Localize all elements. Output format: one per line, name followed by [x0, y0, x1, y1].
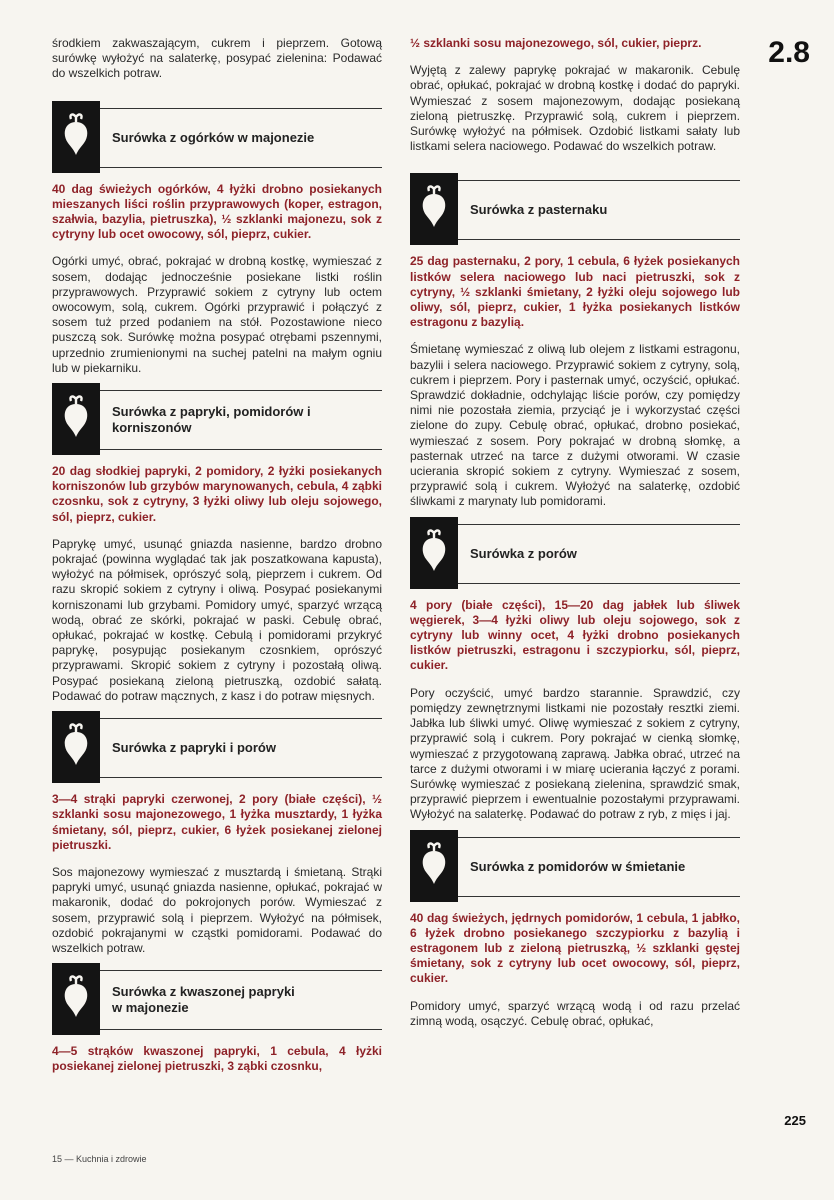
- recipe-ingredients: 4—5 strąków kwaszonej papryki, 1 cebula, 4 łyżki posiekanej zielonej pietruszki, 3 ząbki czosnku,: [52, 1044, 382, 1074]
- recipe-ingredients: 3—4 strąki papryki czerwonej, 2 pory (białe części), ½ szklanki sosu majonezowego, 1 łyżka musztardy, 1 łyżka śmietany, sól, pieprz, cukier, 6 łyżek posiekanej zielonej pietruszki.: [52, 792, 382, 852]
- recipe-method: Sos majonezowy wymieszać z musztardą i śmietaną. Strąki papryki umyć, usunąć gniazda nasienne, opłukać, pokrajać w makaronik, dodać do pokrojonych porów. Wymieszać z sosem, przyprawić solą i pieprzem. Wyłożyć na półmisek, ozdobić pokrajanymi w cząstki pomidorami. Podawać do wszelkich potraw.: [52, 864, 382, 955]
- recipe-header: [410, 837, 740, 897]
- recipe-title: Surówka z papryki i porów: [112, 740, 276, 756]
- turnip-icon: [52, 963, 100, 1035]
- recipe-title: Surówka z ogórków w majonezie: [112, 129, 315, 145]
- recipe-header: [52, 390, 382, 450]
- recipe-ingredients: 25 dag pasternaku, 2 pory, 1 cebula, 6 łyżek posiekanych listków selera naciowego lub naci pietruszki, sok z cytryny, ½ szklanki śmietany, 2 łyżki oleju sojowego lub oliwy, sól, pieprz, cukier, 1 łyżka posiekanych listków estragonu z bazylią.: [410, 254, 740, 330]
- recipe-title: Surówka z papryki, pomidorów i korniszonów: [112, 404, 311, 436]
- intro-method: Wyjętą z zalewy paprykę pokrajać w makaronik. Cebulę obrać, opłukać, pokrajać w drobną kostkę i dodać do papryki. Wymieszać z sosem majonezowym, dodając posiekaną zieloną pietruszkę. Przyprawić solą, cukrem i pieprzem. Surówkę wyłożyć na półmisek. Ozdobić listkami sałaty lub listkami selera naciowego. Podawać do wszelkich potraw.: [410, 63, 740, 154]
- recipe-ingredients: 40 dag świeżych ogórków, 4 łyżki drobno posiekanych mieszanych liści roślin przyprawowych (koper, estragon, szałwia, bazylia, pietruszka), ½ szklanki majonezu, sok z cytryny lub ocet owocowy, sól, pieprz, cukier.: [52, 181, 382, 242]
- recipe-method: Paprykę umyć, usunąć gniazda nasienne, bardzo drobno pokrajać (powinna wyglądać tak jak poszatkowana kapusta), wyłożyć na półmisek, oprószyć solą, pieprzem i cukrem. Od razu skropić sokiem z cytryny i oliwą. Posypać posiekanymi korniszonami lub grzybami. Pomidory umyć, sparzyć wrzącą wodą, obrać ze skórki, pokrajać w paski. Cebulę obrać, opłukać, pokrajać w kostkę. Cebulą i pomidorami przykryć paprykę, posypując posiekanym czosnkiem, oprószyć przyprawami. Skropić sokiem z cytryny i pozostałą oliwą. Posypać posiekaną zieloną pietruszką, ozdobić sałatą. Podawać do potraw mącznych, z kasz i do potraw mięsnych.: [52, 536, 382, 703]
- turnip-icon: [52, 383, 100, 455]
- recipe-title: Surówka z kwaszonej papryki w majonezie: [112, 984, 295, 1016]
- page-number: 225: [784, 1113, 806, 1128]
- recipe-method: Pomidory umyć, sparzyć wrzącą wodą i od razu przelać zimną wodą, osączyć. Cebulę obrać, opłukać,: [410, 998, 740, 1028]
- recipe-header: [410, 180, 740, 240]
- recipe-ingredients: 4 pory (białe części), 15—20 dag jabłek lub śliwek węgierek, 3—4 łyżki oliwy lub oleju sojowego, sok z cytryny lub winny ocet, 4 łyżki drobno posiekanych listków pietruszki, estragonu i szczypiorku, sól, pieprz, cukier.: [410, 597, 740, 673]
- section-number: 2.8: [768, 36, 810, 69]
- intro-text: środkiem zakwaszającym, cukrem i pieprzem. Gotową surówkę wyłożyć na salaterkę, posypać zielenina: Podawać do wszelkich potraw.: [52, 36, 382, 81]
- recipe-title: Surówka z porów: [470, 545, 577, 561]
- left-column: [52, 36, 382, 1087]
- recipe-method: Pory oczyścić, umyć bardzo starannie. Sprawdzić, czy pomiędzy zewnętrznymi listkami nie pozostały resztki ziemi. Jabłka lub śliwki umyć. Oliwę wymieszać z sokiem z cytryny, przyprawić solą i cukrem. Pory pokrajać w cienką słomkę, wymieszać z przygotowaną zaprawą. Jabłka obrać, utrzeć na tarce z dużymi otworami i w miarę ucierania łączyć z porami. Surówkę wymieszać z posiekaną zielenina, sprawdzić smak, przyprawić pieprzem i ewentualnie pozostałymi przyprawami. Wyłożyć na salaterkę. Podawać do potraw z ryb, z mięs i jaj.: [410, 685, 740, 822]
- recipe-method: Śmietanę wymieszać z oliwą lub olejem z listkami estragonu, bazylii i selera naciowego. Przyprawić sokiem z cytryny, solą, cukrem i pieprzem. Pory i pasternak umyć, oczyścić, opłukać. Sprawdzić dokładnie, odchylając liście porów, czy pomiędzy nimi nie pozostała ziemia, przyciąć je i wykorzystać części zielone do zupy. Cebulę obrać, opłukać, drobno posiekać, wymieszać z sosem. Pory pokrajać w drobną słomkę, a pasternak utrzeć na tarce z dużymi otworami. W czasie ucierania skropić sokiem z cytryny. Wymieszać z sosem, przyprawić solą i cukrem. Wyłożyć na salaterkę, ozdobić śliwkami z marynaty lub pomidorami.: [410, 342, 740, 509]
- recipe-method: Ogórki umyć, obrać, pokrajać w drobną kostkę, wymieszać z sosem, dodając jednocześnie posiekane listki roślin przyprawowych. Przyprawić sokiem z cytryny lub octem owocowym, solą, cukrem. Ogórki przyprawić i połączyć z sosem tuż przed podaniem na stół. Pozostawione nieco puszczą sok. Surówkę można posypać otrębami pszennymi, uprzednio zrumienionymi na suchej patelni na małym ogniu lub w piekarniku.: [52, 254, 382, 375]
- recipe-title: Surówka z pasternaku: [470, 202, 608, 218]
- turnip-icon: [410, 173, 458, 245]
- turnip-icon: [410, 830, 458, 902]
- recipe-header: [52, 718, 382, 778]
- recipe-header: [52, 108, 382, 168]
- recipe-ingredients: 20 dag słodkiej papryki, 2 pomidory, 2 łyżki posiekanych korniszonów lub grzybów marynowanych, cebula, 4 ząbki czosnku, sok z cytryny, 3 łyżki oliwy lub oleju sojowego, sól, pieprz, cukier.: [52, 464, 382, 524]
- footer: 15 — Kuchnia i zdrowie: [52, 1154, 147, 1164]
- recipe-ingredients: 40 dag świeżych, jędrnych pomidorów, 1 cebula, 1 jabłko, 6 łyżek drobno posiekanego szczypiorku z bazylią i estragonem lub z zieloną pietruszką, ½ szklanki gęstej śmietany, sok z cytryny lub ocet owocowy, sól, pieprz, cukier.: [410, 910, 740, 986]
- right-column: [410, 36, 740, 1043]
- recipe-header: [410, 524, 740, 584]
- turnip-icon: [410, 517, 458, 589]
- recipe-title: Surówka z pomidorów w śmietanie: [470, 858, 686, 874]
- turnip-icon: [52, 101, 100, 173]
- turnip-icon: [52, 711, 100, 783]
- intro-ingredients: ½ szklanki sosu majonezowego, sól, cukier, pieprz.: [410, 36, 702, 50]
- recipe-header: [52, 970, 382, 1030]
